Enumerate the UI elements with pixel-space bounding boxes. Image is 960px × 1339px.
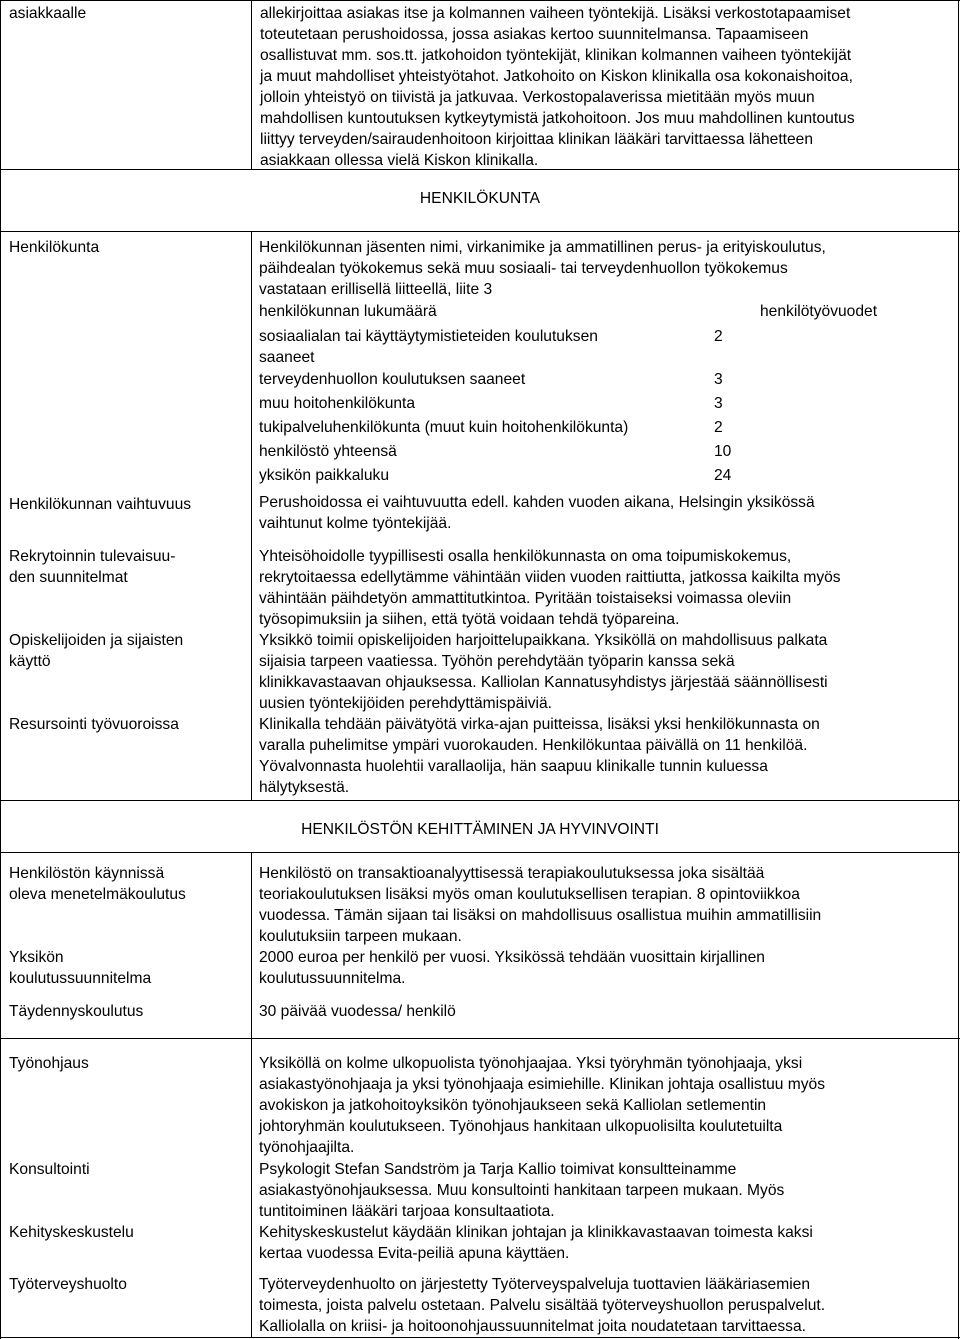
turnover-line: Perushoidossa ei vaihtuvuutta edell. kahden vuoden aikana, Helsingin yksikössä (259, 494, 815, 511)
row-text: Kalliolalla on kriisi- ja hoitoonohjaussuunnitelmat joita noudatetaan tarvittaessa. (259, 1318, 806, 1335)
recruit-line: Yhteisöhoidolle tyypillisesti osalla henkilökunnasta on oma toipumiskokemus, (259, 548, 792, 565)
recruit-line: työsopimuksiin ja siihen, että työtä voidaan tehdä työpareina. (259, 611, 680, 628)
staff-row-value: 3 (714, 395, 723, 412)
top-label: asiakkaalle (9, 5, 87, 22)
row-text: Yksiköllä on kolme ulkopuolista työnohjaajaa. Yksi työryhmän työnohjaaja, yksi (259, 1055, 803, 1072)
section1-header-bottom (0, 231, 960, 232)
row-text: koulutuksiin tarpeen mukaan. (259, 928, 462, 945)
staff-row (259, 327, 929, 349)
staff-row-value: 10 (714, 443, 732, 460)
row-text: toimesta, joista palvelu ostetaan. Palvelu sisältää työterveyshuollon peruspalvelut. (259, 1297, 826, 1314)
shifts-line: varalla puhelimitse ympäri vuorokauden. Henkilökuntaa päivällä on 11 henkilöä. (259, 737, 808, 754)
label-opiskelijat-2: käyttö (9, 653, 51, 670)
row-text: johtoryhmän koulutukseen. Työnohjaus hankitaan ulkopuolisilta koulutetuilta (259, 1118, 783, 1135)
row-text: tuntitoiminen lääkäri tarjoaa konsultaatiota. (259, 1203, 555, 1220)
label-vaihtuvuus: Henkilökunnan vaihtuvuus (9, 496, 192, 513)
top-line: ja muut mahdolliset yhteistyötahot. Jatkohoito on Kiskon klinikalla osa kokonaishoitoa, (260, 68, 853, 85)
section1-column-divider (251, 231, 252, 801)
label-rekrytointi-2: den suunnitelmat (9, 569, 128, 586)
recruit-line: vähintään päihdetyön ammattitutkintoa. Pyritään toistaiseksi voimassa oleviin (259, 590, 792, 607)
label-taydennyskoulutus: Täydennyskoulutus (9, 1003, 144, 1020)
row-text: 30 päivää vuodessa/ henkilö (259, 1003, 456, 1020)
staff-row-label: terveydenhuollon koulutuksen saaneet (259, 371, 526, 388)
row-text: Henkilöstö on transaktioanalyyttisessä terapiakoulutuksessa joka sisältää (259, 865, 765, 882)
top-line: mahdollisen kuntoutuksen kytkeytymistä jatkohoitoon. Jos muu mahdollinen kuntoutus (260, 110, 855, 127)
top-column-divider (251, 0, 252, 170)
label-opiskelijat-1: Opiskelijoiden ja sijaisten (9, 632, 184, 649)
students-line: klinikkavastaavan ohjauksessa. Kalliolan Kannatusyhdistys järjestää säännöllisesti (259, 674, 828, 691)
staff-intro-line: vastataan erillisellä liitteellä, liite 3 (259, 281, 493, 298)
row-text: koulutussuunnitelma. (259, 970, 406, 987)
students-line: uusien työntekijöiden perehdyttämispäiviä. (259, 695, 552, 712)
row-text: vuodessa. Tämän sijaan tai lisäksi on mahdollisuus osallistua muihin ammatillisiin (259, 907, 822, 924)
staff-row-value: 3 (714, 371, 723, 388)
students-line: sijaisia tarpeen vaatiessa. Työhön perehdytään työparin kanssa sekä (259, 653, 735, 670)
row-text: Psykologit Stefan Sandström ja Tarja Kallio toimivat konsultteinamme (259, 1161, 737, 1178)
label-tyoterveyshuolto: Työterveyshuolto (9, 1276, 127, 1293)
staff-row-label: yksikön paikkaluku (259, 467, 390, 484)
row-text: Työterveydenhuolto on järjestetty Työterveyspalveluja tuottavien lääkäriasemien (259, 1276, 811, 1293)
label-koulutussuunnitelma: koulutussuunnitelma (9, 970, 152, 987)
top-border (0, 0, 960, 1)
label-rekrytointi-1: Rekrytoinnin tulevaisuu- (9, 548, 176, 565)
label-henkilokunta: Henkilökunta (9, 239, 100, 256)
label-resursointi: Resursointi työvuoroissa (9, 716, 179, 733)
recruit-line: rekrytoitaessa edellytämme vähintään viiden vuoden raittiutta, jatkossa kaikilta myös (259, 569, 841, 586)
row-text: Kehityskeskustelut käydään klinikan johtajan ja klinikkavastaavan toimesta kaksi (259, 1224, 813, 1241)
row-text: 2000 euroa per henkilö per vuosi. Yksikössä tehdään vuosittain kirjallinen (259, 949, 765, 966)
staff-intro-line: Henkilökunnan jäsenten nimi, virkanimike ja ammatillinen perus- ja erityiskoulutus, (259, 239, 826, 256)
row-text: asiakastyönohjaaja ja yksi työnohjaaja esimiehille. Klinikan johtaja osallistuu myös (259, 1076, 826, 1093)
staff-row-label: henkilöstö yhteensä (259, 443, 397, 460)
staff-count-header: henkilökunnan lukumäärä (259, 303, 437, 320)
staff-row (259, 418, 929, 440)
label-menetelmakoulutus: Henkilöstön käynnissä (9, 865, 165, 882)
top-line: jolloin yhteistyö on tiivistä ja jatkuvaa. Verkostopalaverissa mietitään myös muun (260, 89, 815, 106)
row-text: kertaa vuodessa Evita-peiliä apuna käyttäen. (259, 1245, 570, 1262)
staff-row-label: sosiaalialan tai käyttäytymistieteiden koulutuksen (259, 328, 598, 345)
label-tyonohjaus: Työnohjaus (9, 1055, 89, 1072)
section1-bottom (0, 800, 960, 801)
section2-title: HENKILÖSTÖN KEHITTÄMINEN JA HYVINVOINTI (301, 821, 659, 838)
section2-split (0, 1038, 960, 1039)
staff-row-label: muu hoitohenkilökunta (259, 395, 416, 412)
top-line: allekirjoittaa asiakas itse ja kolmannen vaiheen työntekijä. Lisäksi verkostotapaamiset (260, 5, 851, 22)
top-line: liittyy terveyden/sairaudenhoitoon kirjoittaa klinikan lääkäri tarvittaessa lähetteen (260, 131, 814, 148)
label-kehityskeskustelu: Kehityskeskustelu (9, 1224, 134, 1241)
staff-row-label-cont: saaneet (259, 349, 315, 366)
shifts-line: Yövalvonnasta huolehtii varallaolija, hän saapuu klinikalle tunnin kuluessa (259, 758, 768, 775)
staff-row (259, 394, 929, 416)
turnover-line: vaihtunut kolme työntekijää. (259, 515, 452, 532)
top-line: osallistuvat mm. sos.tt. jatkohoidon työntekijät, klinikan kolmannen vaiheen työntekijät (260, 47, 852, 64)
shifts-line: hälytyksestä. (259, 779, 350, 796)
staff-row-value: 2 (714, 328, 723, 345)
shifts-line: Klinikalla tehdään päivätyötä virka-ajan puitteissa, lisäksi yksi henkilökunnasta on (259, 716, 820, 733)
section2-column-divider-2 (251, 1038, 252, 1337)
row-text: avokiskon ja jatkohoitoyksikön työnohjaukseen sekä Kalliolan setlementin (259, 1097, 767, 1114)
students-line: Yksikkö toimii opiskelijoiden harjoittelupaikkana. Yksiköllä on mahdollisuus palkata (259, 632, 828, 649)
staff-row-value: 24 (714, 467, 732, 484)
staff-years-header: henkilötyövuodet (760, 303, 878, 320)
section2-column-divider (251, 852, 252, 1039)
top-line: toteutetaan perushoidossa, jossa asiakas kertoo suunnitelmansa. Tapaamiseen (260, 26, 809, 43)
staff-row (259, 442, 929, 464)
staff-intro-line: päihdealan työkokemus sekä muu sosiaali- tai terveydenhuollon työkokemus (259, 260, 788, 277)
row-text: työnohjaajilta. (259, 1139, 355, 1156)
label-koulutussuunnitelma: Yksikön (9, 949, 64, 966)
label-konsultointi: Konsultointi (9, 1161, 90, 1178)
section1-title: HENKILÖKUNTA (419, 190, 541, 207)
row-text: teoriakoulutuksen lisäksi myös oman koulutuksellisen terapian. 8 opintoviikkoa (259, 886, 800, 903)
section2-header-bottom (0, 852, 960, 853)
top-line: asiakkaan ollessa vielä Kiskon klinikalla. (260, 152, 539, 169)
label-menetelmakoulutus: oleva menetelmäkoulutus (9, 886, 186, 903)
staff-row-label: tukipalveluhenkilökunta (muut kuin hoitohenkilökunta) (259, 419, 629, 436)
staff-row (259, 466, 929, 488)
row-text: asiakastyönohjauksessa. Muu konsultointi hankitaan tarpeen mukaan. Myös (259, 1182, 785, 1199)
staff-row (259, 370, 929, 392)
staff-row-value: 2 (714, 419, 723, 436)
